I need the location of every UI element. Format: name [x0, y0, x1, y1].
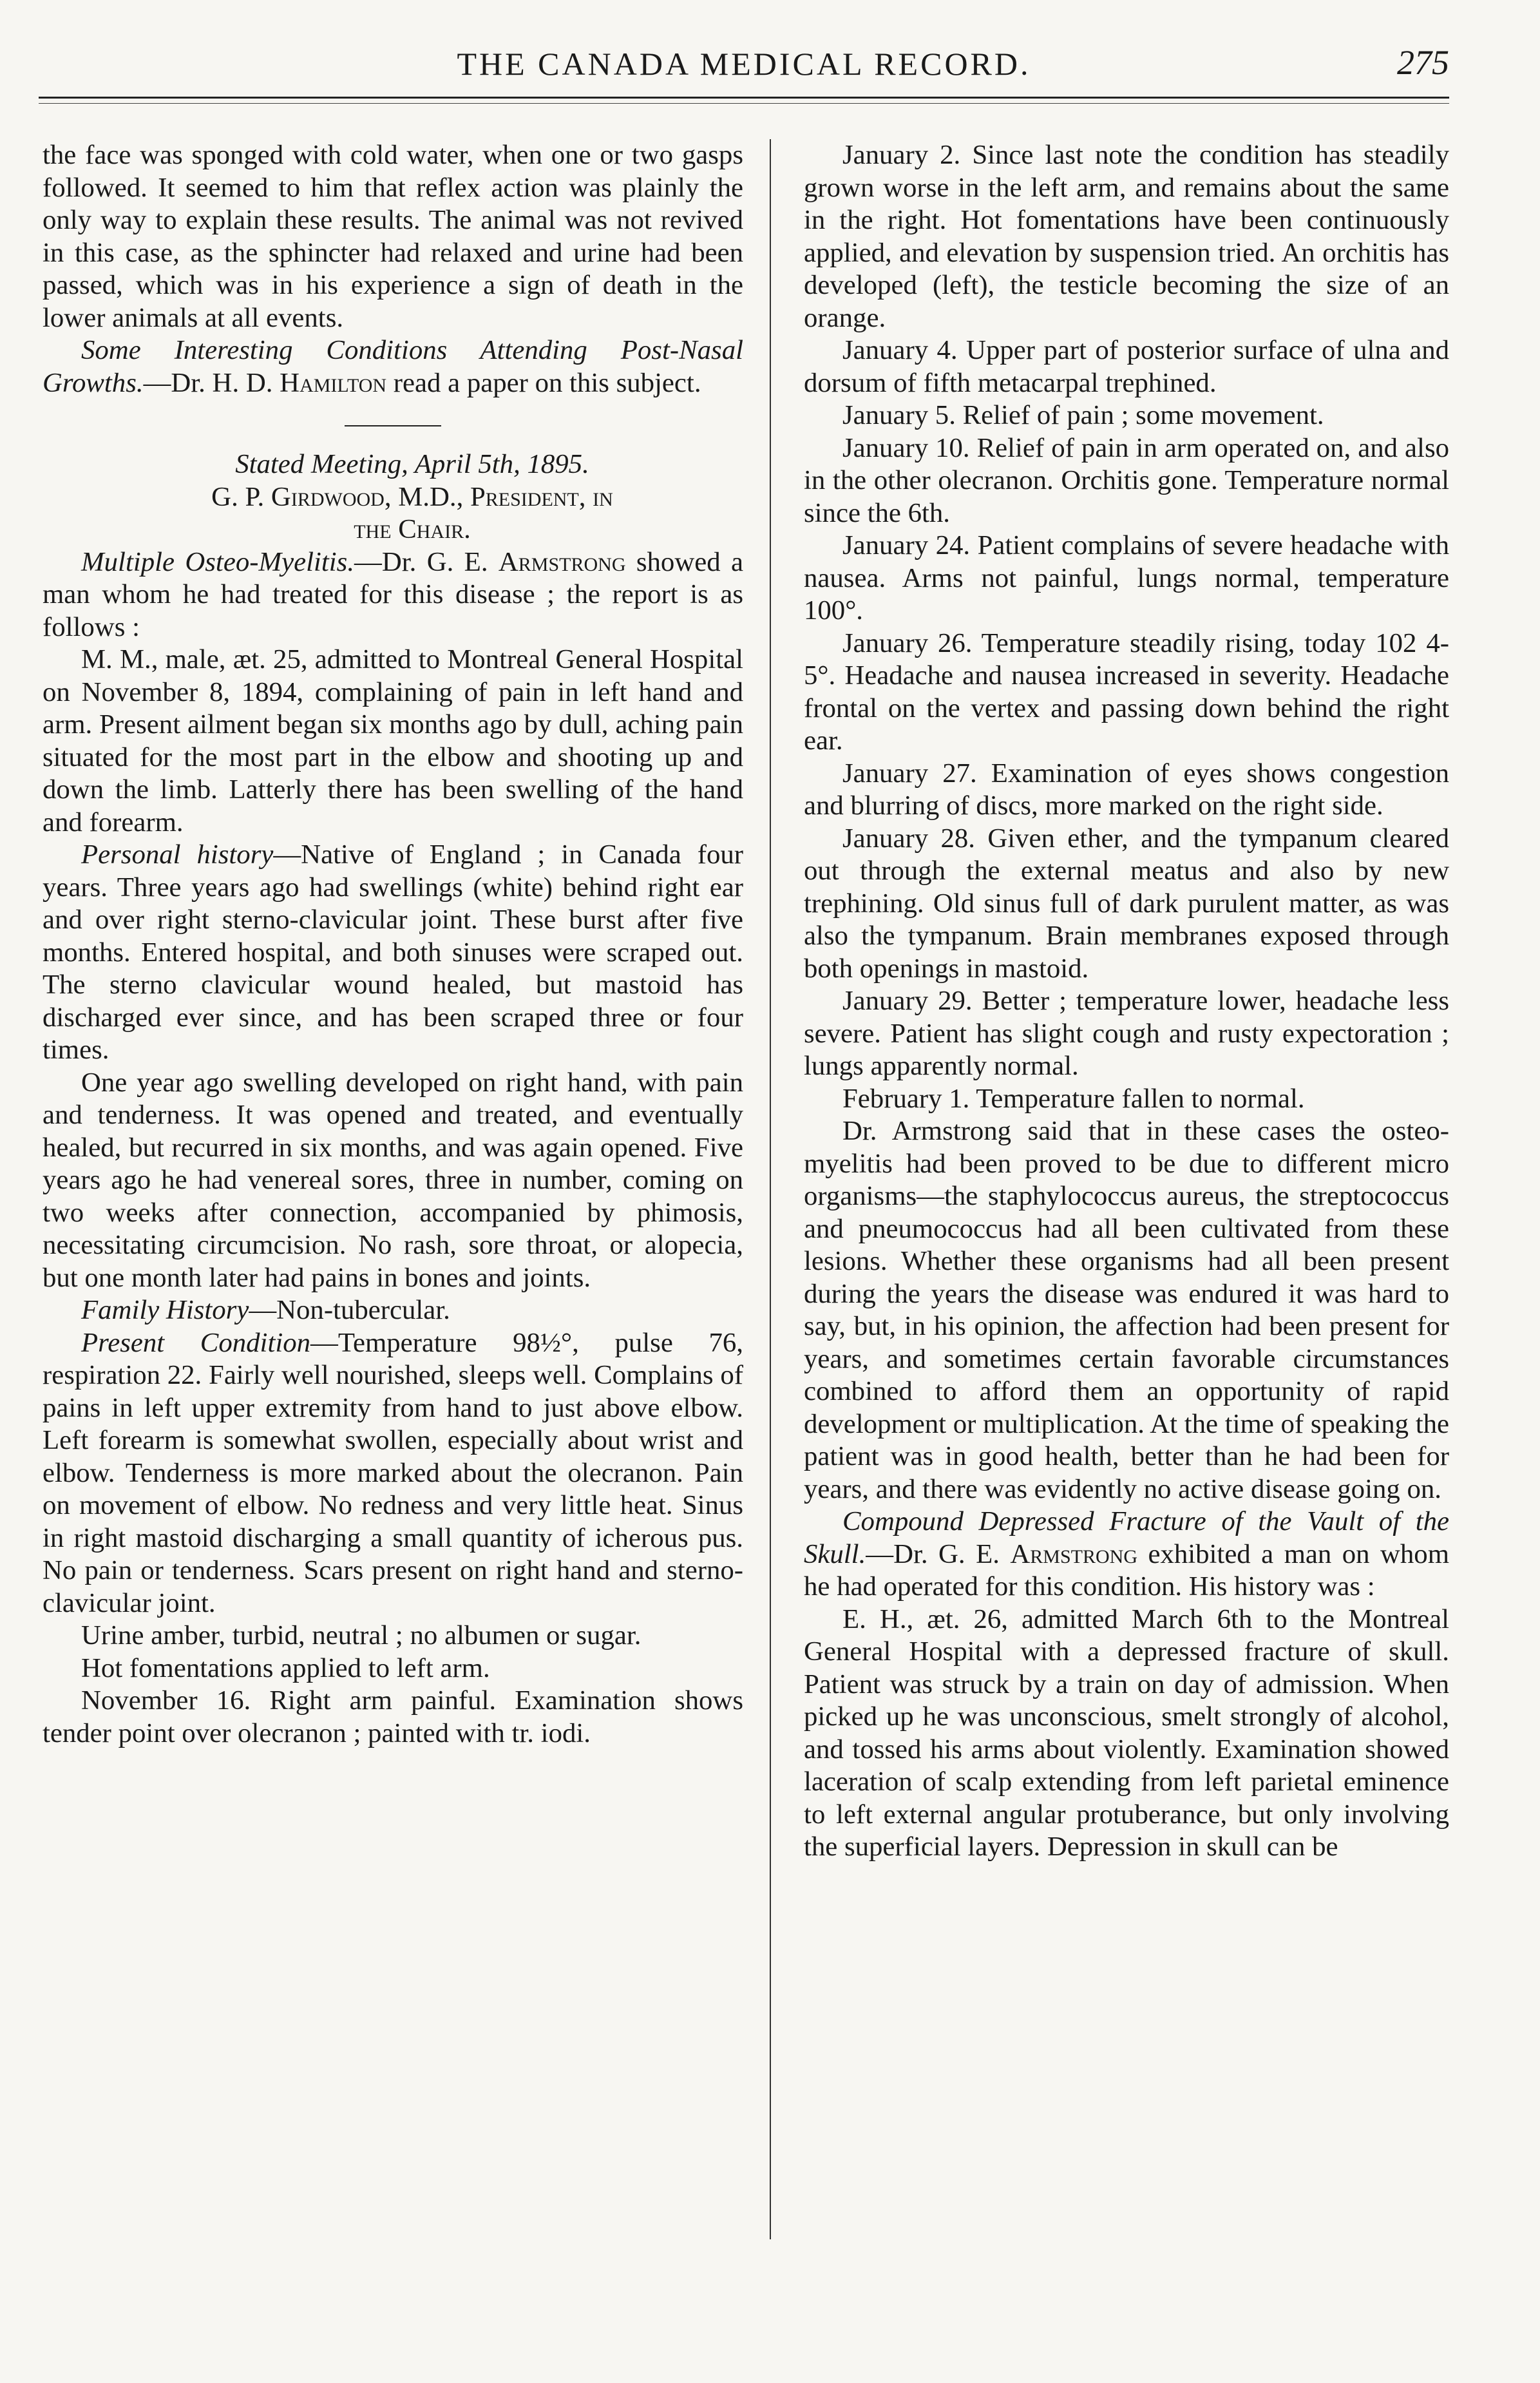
paragraph: Dr. Armstrong said that in these cases the osteo-myelitis had been proved to be due to different micro organisms—the staphylococcus aureus, the streptococcus and pneumococcus had all been cultivated from these lesions. Whether these organisms had all been present during the years the disease was endured it was hard to say, but, in his opinion, the affection had been present for years, and sometimes certain favorable circumstances combined to afford them an opportunity of rapid development or multiplication. At the time of speaking the patient was in good health, better than he had been for years, and there was evidently no active disease going on. [804, 1116, 1449, 1504]
paragraph: January 28. Given ether, and the tympanum cleared out through the external meatus and also by new trephining. Old sinus full of dark purulent matter, as was also the tympanum. Brain membranes exposed through both openings in mastoid. [804, 823, 1449, 984]
section-divider [345, 425, 441, 426]
author-name: Hamilton [280, 367, 387, 398]
paragraph: January 2. Since last note the condition has steadily grown worse in the left arm, and remains about the same in the right. Hot fomentations have been continuously applied, and elevation by suspension tried. An orchitis has developed (left), the testicle becoming the size of an orange. [804, 140, 1449, 333]
paragraph: January 26. Temperature steadily rising, today 102 4-5°. Headache and nausea increased in severity. Headache frontal on the vertex and passing down behind the right ear. [804, 627, 1449, 756]
page-header [39, 45, 1449, 103]
paragraph: February 1. Temperature fallen to normal. [842, 1083, 1305, 1114]
right-column [804, 139, 1449, 1864]
header-rule-thin [39, 103, 1449, 104]
section-label: Present Condition [81, 1327, 311, 1358]
paragraph: Urine amber, turbid, neutral ; no albumen or sugar. [81, 1620, 642, 1651]
paragraph: Compound Depressed Fracture of the Vault of the Skull.—Dr. G. E. Armstrong exhibited a man on whom he had operated for this condition. His history was : [804, 1506, 1449, 1602]
section-label: Family History [81, 1295, 249, 1325]
paragraph: January 5. Relief of pain ; some movement. [842, 400, 1324, 430]
case-title: Compound Depressed Fracture of the Vault of the Skull. [804, 1506, 1449, 1569]
paragraph: Personal history—Native of England ; in Canada four years. Three years ago had swellings (white) behind right ear and over right sterno-clavicular joint. These burst after five months. Entered hospital, and both sinuses were scraped out. The sterno clavicular wound healed, but mastoid has discharged ever since, and has been scraped three or four times. [43, 839, 743, 1065]
paragraph: Hot fomentations applied to left arm. [81, 1652, 490, 1683]
author-name: Armstrong [1010, 1538, 1137, 1569]
paragraph: Family History—Non-tubercular. [81, 1295, 450, 1325]
paper-title: Some Interesting Conditions Attending Post-Nasal Growths. [43, 335, 743, 398]
paragraph: November 16. Right arm painful. Examination shows tender point over olecranon ; painted with tr. iodi. [43, 1685, 743, 1748]
page-number: 275 [1397, 43, 1449, 82]
paragraph: Multiple Osteo-Myelitis.—Dr. G. E. Armstrong showed a man whom he had treated for this disease ; the report is as follows : [43, 546, 743, 642]
paragraph: the face was sponged with cold water, when one or two gasps followed. It seemed to him that reflex action was plainly the only way to explain these results. The animal was not revived in this case, as the sphincter had relaxed and urine had been passed, which was in his experience a sign of death in the lower animals at all events. [43, 140, 743, 333]
left-column [43, 139, 743, 1750]
header-rule [39, 97, 1449, 99]
meeting-heading: Stated Meeting, April 5th, 1895. [235, 449, 589, 479]
paragraph: January 29. Better ; temperature lower, headache less severe. Patient has slight cough and rusty expectoration ; lungs apparently normal. [804, 986, 1449, 1081]
running-head: THE CANADA MEDICAL RECORD. [457, 46, 1031, 82]
paragraph: January 4. Upper part of posterior surface of ulna and dorsum of fifth metacarpal trephined. [804, 335, 1449, 398]
paragraph: E. H., æt. 26, admitted March 6th to the Montreal General Hospital with a depressed fracture of skull. Patient was struck by a train on day of admission. When picked up he was unconscious, smelt strongly of alcohol, and tossed his arms about violently. Examination showed laceration of scalp extending from left parietal eminence to left external angular protuberance, but only involving the superficial layers. Depression in skull can be [804, 1603, 1449, 1862]
paragraph: January 10. Relief of pain in arm operated on, and also in the other olecranon. Orchitis gone. Temperature normal since the 6th. [804, 432, 1449, 528]
chair-line: G. P. Girdwood, M.D., President, in [211, 481, 613, 512]
paragraph: M. M., male, æt. 25, admitted to Montreal General Hospital on November 8, 1894, complaining of pain in left hand and arm. Present ailment began six months ago by dull, aching pain situated for the most part in the elbow and shooting up and down the limb. Latterly there has been swelling of the hand and forearm. [43, 644, 743, 837]
column-divider [770, 139, 771, 2239]
case-title: Multiple Osteo-Myelitis. [81, 546, 355, 577]
paragraph: January 27. Examination of eyes shows congestion and blurring of discs, more marked on the right side. [804, 758, 1449, 821]
paragraph: January 24. Patient complains of severe headache with nausea. Arms not painful, lungs normal, temperature 100°. [804, 530, 1449, 626]
paragraph: One year ago swelling developed on right hand, with pain and tenderness. It was opened and treated, and eventually healed, but recurred in six months, and was again opened. Five years ago he had venereal sores, three in number, coming on two weeks after connection, accompanied by phimosis, necessitating circumcision. No rash, sore throat, or alopecia, but one month later had pains in bones and joints. [43, 1067, 743, 1293]
section-label: Personal history [81, 839, 274, 870]
paragraph: Present Condition—Temperature 98½°, pulse 76, respiration 22. Fairly well nourished, sleeps well. Complains of pains in left upper extremity from hand to just above elbow. Left forearm is somewhat swollen, especially about wrist and elbow. Tenderness is more marked about the olecranon. Pain on movement of elbow. No redness and very little heat. Sinus in right mastoid discharging a small quantity of icherous pus. No pain or tenderness. Scars present on right hand and sterno-clavicular joint. [43, 1327, 743, 1618]
author-name: Armstrong [498, 546, 626, 577]
chair-line: the Chair. [354, 514, 471, 544]
paragraph: Some Interesting Conditions Attending Post-Nasal Growths.—Dr. H. D. Hamilton read a paper on this subject. [43, 335, 743, 398]
